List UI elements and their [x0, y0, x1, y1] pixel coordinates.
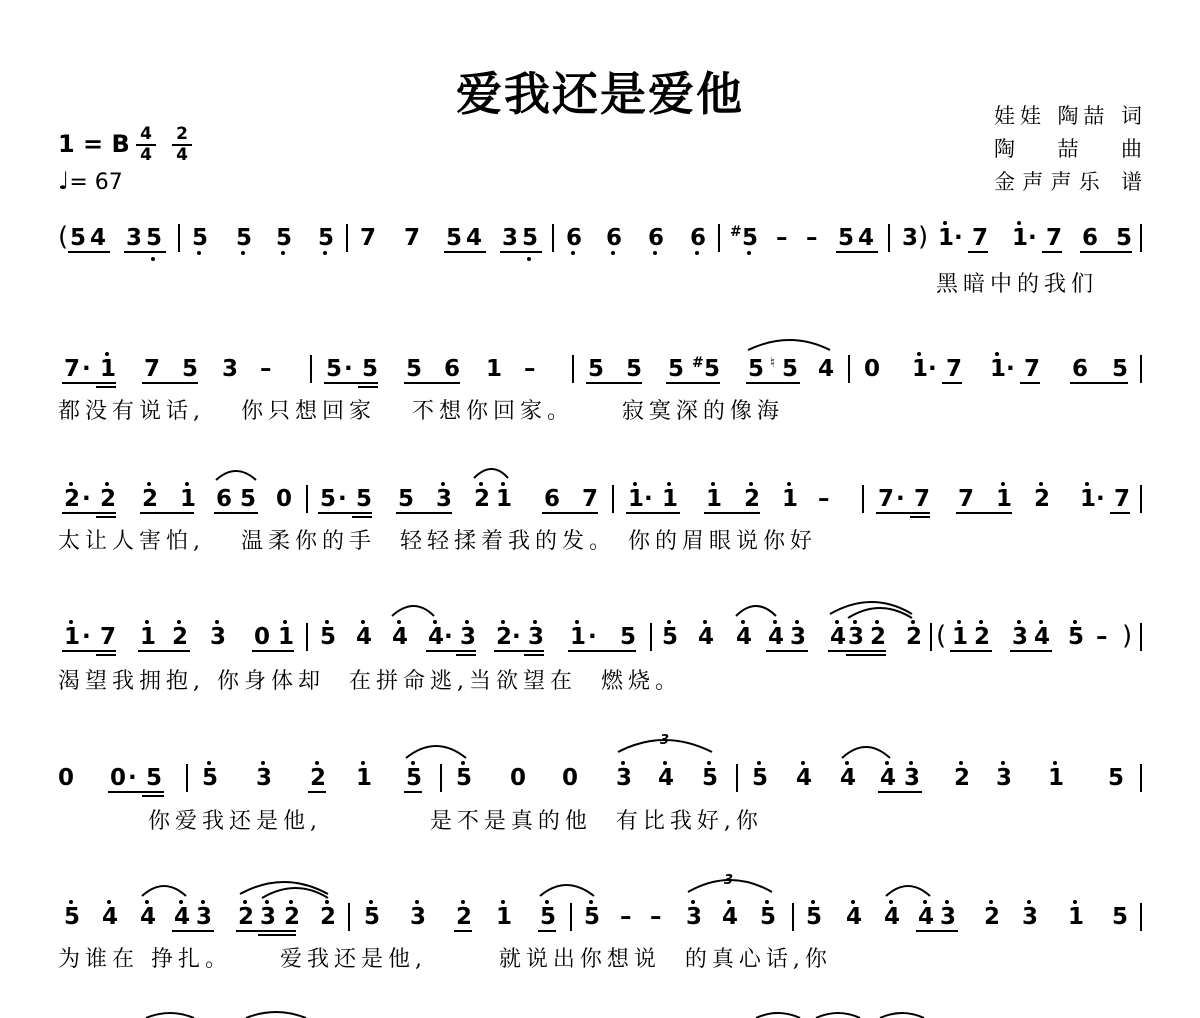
svg-text:1: 1	[952, 624, 969, 650]
lyric-line-5: 你爱我还是他, 是不是真的他 有比我好,你	[148, 809, 763, 834]
svg-text:5: 5	[362, 356, 379, 382]
svg-text:7: 7	[946, 356, 963, 382]
svg-text:3: 3	[904, 765, 921, 791]
svg-text:2: 2	[744, 486, 761, 512]
svg-text:3: 3	[940, 904, 957, 930]
svg-text:6: 6	[1072, 356, 1089, 382]
tempo-value: = 67	[69, 170, 123, 195]
svg-text:7: 7	[878, 486, 895, 512]
svg-text:5: 5	[584, 904, 601, 930]
svg-text:): )	[918, 222, 929, 252]
svg-text:5: 5	[446, 225, 463, 251]
svg-text:5: 5	[64, 904, 81, 930]
svg-text:7: 7	[1024, 356, 1041, 382]
svg-text:2: 2	[310, 765, 327, 791]
lyric-line-2: 都没有说话, 你只想回家 不想你回家。 寂寞深的像海	[58, 399, 784, 424]
svg-text:–: –	[650, 904, 662, 930]
svg-text:5: 5	[626, 356, 643, 382]
svg-text:2: 2	[456, 904, 473, 930]
svg-text:0: 0	[276, 486, 293, 512]
svg-text:5: 5	[320, 486, 337, 512]
svg-text:4: 4	[884, 904, 901, 930]
svg-text:4: 4	[818, 356, 835, 382]
svg-text:5: 5	[760, 904, 777, 930]
lyric-line-3: 太让人害怕, 温柔你的手 轻轻揉着我的发。 你的眉眼说你好	[58, 529, 817, 554]
svg-text:2: 2	[64, 486, 81, 512]
svg-text:·: ·	[1096, 486, 1105, 512]
time-sig-denominator: 4	[140, 145, 152, 165]
svg-text:5: 5	[192, 225, 209, 251]
svg-text:7: 7	[404, 225, 421, 251]
svg-text:3: 3	[502, 225, 519, 251]
notation-row-7-partial	[146, 1012, 924, 1018]
svg-text:2: 2	[984, 904, 1001, 930]
svg-text:5: 5	[202, 765, 219, 791]
svg-text:6: 6	[1082, 225, 1099, 251]
svg-text:5: 5	[146, 765, 163, 791]
svg-text:0: 0	[254, 624, 271, 650]
svg-text:2: 2	[496, 624, 513, 650]
svg-text:·: ·	[82, 356, 91, 382]
svg-text:·: ·	[344, 356, 353, 382]
svg-text:4: 4	[918, 904, 935, 930]
svg-text:–: –	[806, 225, 818, 251]
svg-text:4: 4	[880, 765, 897, 791]
svg-text:6: 6	[216, 486, 233, 512]
svg-text:·: ·	[444, 624, 453, 650]
svg-text:·: ·	[128, 765, 137, 791]
svg-text:2: 2	[172, 624, 189, 650]
svg-text:5: 5	[406, 356, 423, 382]
svg-text:3: 3	[260, 904, 277, 930]
svg-text:7: 7	[958, 486, 975, 512]
svg-text:1: 1	[996, 486, 1013, 512]
svg-text:4: 4	[830, 624, 847, 650]
svg-text:6: 6	[606, 225, 623, 251]
composer-credit: 陶 喆 曲	[994, 137, 1142, 161]
svg-text:5: 5	[540, 904, 557, 930]
svg-text:·: ·	[512, 624, 521, 650]
svg-text:3: 3	[528, 624, 545, 650]
svg-text:–: –	[620, 904, 632, 930]
arranger-credit: 金声声乐 谱	[994, 170, 1142, 194]
svg-text:7: 7	[360, 225, 377, 251]
svg-text:·: ·	[338, 486, 347, 512]
svg-text:5: 5	[522, 225, 539, 251]
time-sig-denominator: 4	[176, 145, 188, 165]
svg-text:1: 1	[356, 765, 373, 791]
svg-text:1: 1	[496, 904, 513, 930]
time-sig-numerator: 2	[176, 124, 188, 144]
svg-text:5: 5	[838, 225, 855, 251]
svg-text:3: 3	[126, 225, 143, 251]
svg-text:5: 5	[662, 624, 679, 650]
svg-text:7: 7	[100, 624, 117, 650]
svg-text:2: 2	[238, 904, 255, 930]
svg-text:3: 3	[256, 765, 273, 791]
svg-text:2: 2	[1034, 486, 1051, 512]
svg-text:·: ·	[644, 486, 653, 512]
notation-row-3	[62, 469, 1142, 518]
notation-row-5	[58, 733, 1142, 797]
svg-text:5: 5	[1112, 356, 1129, 382]
svg-text:♮: ♮	[770, 355, 776, 371]
svg-text:1: 1	[1048, 765, 1065, 791]
svg-text:2: 2	[974, 624, 991, 650]
svg-text:–: –	[818, 486, 830, 512]
svg-text:5: 5	[620, 624, 637, 650]
svg-text:1: 1	[278, 624, 295, 650]
svg-text:2: 2	[906, 624, 923, 650]
svg-text:3: 3	[616, 765, 633, 791]
svg-text:4: 4	[1034, 624, 1051, 650]
svg-text:5: 5	[806, 904, 823, 930]
svg-text:5: 5	[70, 225, 87, 251]
song-title: 爱我还是爱他	[456, 67, 744, 121]
svg-text:1: 1	[1080, 486, 1097, 512]
key-signature: 1 = B	[58, 130, 130, 158]
svg-text:2: 2	[284, 904, 301, 930]
svg-text:4: 4	[658, 765, 675, 791]
svg-text:·: ·	[896, 486, 905, 512]
svg-text:5: 5	[1108, 765, 1125, 791]
lyricist-credit: 娃娃 陶喆 词	[994, 104, 1142, 128]
svg-text:1: 1	[1068, 904, 1085, 930]
svg-text:2: 2	[954, 765, 971, 791]
svg-text:1: 1	[1012, 225, 1029, 251]
svg-text:4: 4	[722, 904, 739, 930]
svg-text:4: 4	[858, 225, 875, 251]
svg-text:5: 5	[1116, 225, 1133, 251]
svg-text:1: 1	[570, 624, 587, 650]
svg-text:1: 1	[180, 486, 197, 512]
svg-text:4: 4	[140, 904, 157, 930]
svg-text:4: 4	[356, 624, 373, 650]
svg-text:5: 5	[782, 356, 799, 382]
svg-text:5: 5	[398, 486, 415, 512]
svg-text:1: 1	[486, 356, 503, 382]
svg-text:5: 5	[704, 356, 721, 382]
svg-text:7: 7	[1046, 225, 1063, 251]
svg-text:7: 7	[972, 225, 989, 251]
svg-text:7: 7	[914, 486, 931, 512]
svg-text:3: 3	[460, 624, 477, 650]
svg-text:4: 4	[796, 765, 813, 791]
svg-text:5: 5	[742, 225, 759, 251]
svg-text:5: 5	[356, 486, 373, 512]
svg-text:5: 5	[320, 624, 337, 650]
svg-text:6: 6	[566, 225, 583, 251]
svg-text:7: 7	[582, 486, 599, 512]
notation-row-1	[58, 221, 1142, 261]
svg-text:0: 0	[510, 765, 527, 791]
svg-text:1: 1	[662, 486, 679, 512]
lyric-line-1: 黑暗中的我们	[936, 272, 1099, 297]
svg-text:1: 1	[100, 356, 117, 382]
svg-text:·: ·	[1028, 225, 1037, 251]
svg-text:5: 5	[364, 904, 381, 930]
svg-text:–: –	[524, 356, 536, 382]
svg-text:4: 4	[840, 765, 857, 791]
svg-text:7: 7	[64, 356, 81, 382]
quarter-note-icon: ♩	[58, 167, 70, 195]
svg-text:(: (	[58, 222, 69, 252]
svg-text:5: 5	[456, 765, 473, 791]
svg-text:1: 1	[64, 624, 81, 650]
svg-text:3: 3	[410, 904, 427, 930]
svg-text:5: 5	[236, 225, 253, 251]
svg-text:4: 4	[768, 624, 785, 650]
svg-text:5: 5	[588, 356, 605, 382]
svg-text:3: 3	[660, 733, 670, 748]
svg-text:1: 1	[706, 486, 723, 512]
svg-text:4: 4	[90, 225, 107, 251]
svg-text:5: 5	[1112, 904, 1129, 930]
svg-text:1: 1	[938, 225, 955, 251]
notation-row-6	[64, 873, 1142, 936]
svg-text:#: #	[692, 355, 704, 371]
svg-text:1: 1	[496, 486, 513, 512]
svg-text:·: ·	[954, 225, 963, 251]
svg-text:4: 4	[846, 904, 863, 930]
lyric-line-4: 渴望我拥抱, 你身体却 在拼命逃,当欲望在 燃烧。	[58, 669, 682, 694]
svg-text:5: 5	[146, 225, 163, 251]
svg-text:0: 0	[562, 765, 579, 791]
svg-text:3: 3	[848, 624, 865, 650]
svg-text:3: 3	[1022, 904, 1039, 930]
svg-text:3: 3	[996, 765, 1013, 791]
svg-text:·: ·	[82, 624, 91, 650]
svg-text:0: 0	[864, 356, 881, 382]
svg-text:5: 5	[406, 765, 423, 791]
svg-text:2: 2	[142, 486, 159, 512]
svg-text:6: 6	[544, 486, 561, 512]
svg-text:2: 2	[474, 486, 491, 512]
svg-text:5: 5	[668, 356, 685, 382]
notation-row-4	[62, 602, 1142, 656]
svg-text:4: 4	[736, 624, 753, 650]
svg-text:3: 3	[724, 873, 734, 888]
svg-text:5: 5	[1068, 624, 1085, 650]
svg-text:3: 3	[222, 356, 239, 382]
svg-text:5: 5	[752, 765, 769, 791]
svg-text:5: 5	[318, 225, 335, 251]
svg-text:6: 6	[690, 225, 707, 251]
svg-text:1: 1	[782, 486, 799, 512]
svg-text:4: 4	[392, 624, 409, 650]
svg-text:5: 5	[702, 765, 719, 791]
svg-text:3: 3	[1012, 624, 1029, 650]
svg-text:5: 5	[182, 356, 199, 382]
svg-text:3: 3	[686, 904, 703, 930]
svg-text:2: 2	[870, 624, 887, 650]
svg-text:5: 5	[240, 486, 257, 512]
svg-text:5: 5	[326, 356, 343, 382]
svg-text:–: –	[776, 225, 788, 251]
svg-text:2: 2	[100, 486, 117, 512]
svg-text:5: 5	[748, 356, 765, 382]
svg-text:–: –	[260, 356, 272, 382]
svg-text:4: 4	[174, 904, 191, 930]
svg-text:5: 5	[276, 225, 293, 251]
svg-text:–: –	[1096, 624, 1108, 650]
svg-text:1: 1	[990, 356, 1007, 382]
svg-text:6: 6	[648, 225, 665, 251]
svg-text:1: 1	[912, 356, 929, 382]
svg-text:3: 3	[902, 225, 919, 251]
svg-text:#: #	[730, 224, 742, 240]
svg-text:0: 0	[58, 765, 75, 791]
svg-text:·: ·	[928, 356, 937, 382]
svg-text:3: 3	[436, 486, 453, 512]
svg-text:·: ·	[82, 486, 91, 512]
svg-text:3: 3	[196, 904, 213, 930]
svg-text:4: 4	[466, 225, 483, 251]
svg-text:0: 0	[110, 765, 127, 791]
svg-text:3: 3	[210, 624, 227, 650]
svg-text:7: 7	[144, 356, 161, 382]
notation-row-2	[62, 340, 1142, 388]
svg-text:4: 4	[428, 624, 445, 650]
time-sig-numerator: 4	[140, 124, 152, 144]
svg-text:4: 4	[698, 624, 715, 650]
svg-text:6: 6	[444, 356, 461, 382]
svg-text:7: 7	[1114, 486, 1131, 512]
svg-text:4: 4	[102, 904, 119, 930]
lyric-line-6: 为谁在 挣扎。 爱我还是他, 就说出你想说 的真心话,你	[58, 947, 832, 972]
svg-text:): )	[1122, 621, 1133, 651]
svg-text:3: 3	[790, 624, 807, 650]
svg-text:2: 2	[320, 904, 337, 930]
svg-text:·: ·	[1006, 356, 1015, 382]
svg-text:·: ·	[588, 624, 597, 650]
svg-text:1: 1	[628, 486, 645, 512]
svg-text:1: 1	[140, 624, 157, 650]
svg-text:(: (	[936, 621, 947, 651]
